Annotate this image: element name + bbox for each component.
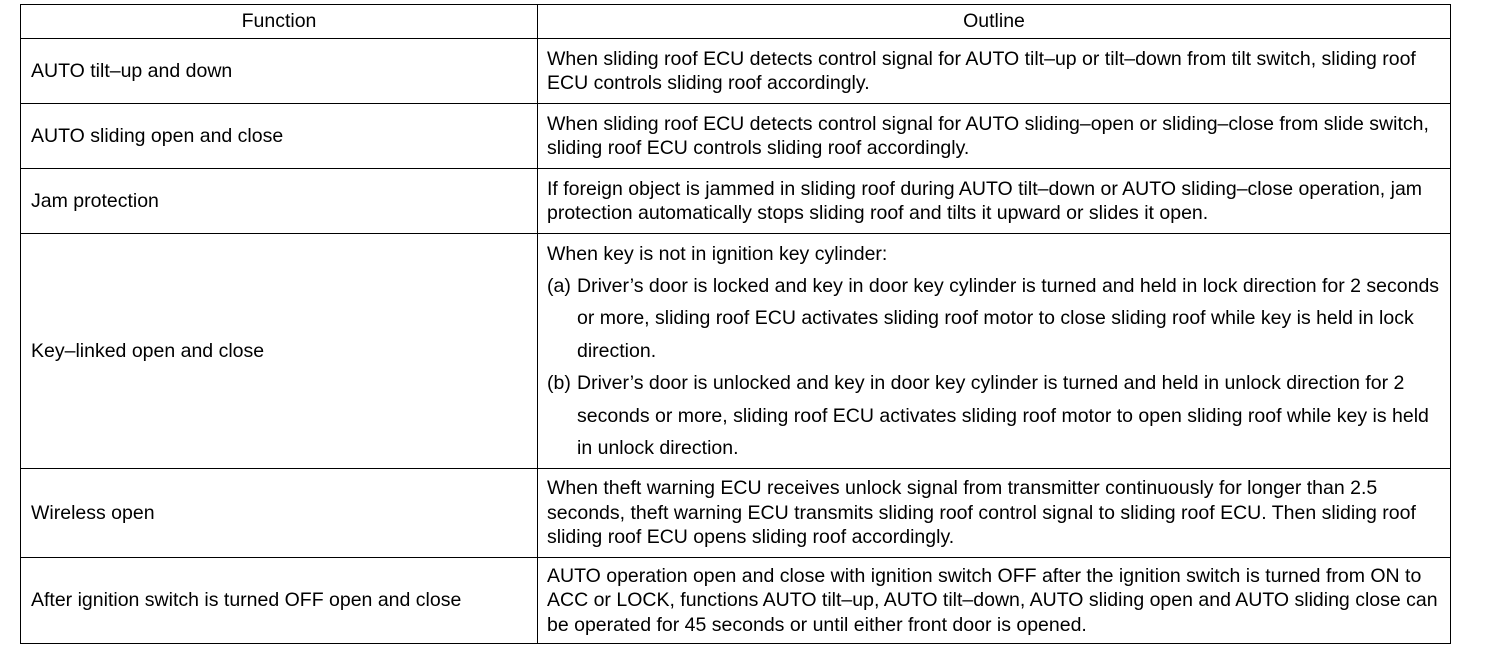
list-item-text: Driver’s door is unlocked and key in door key cylinder is turned and held in unlock direction for 2 seconds or more, sliding roof ECU activates sliding roof motor to open sliding roof while key is held in unlock direction. bbox=[577, 372, 1429, 459]
function-cell: Jam protection bbox=[21, 169, 538, 234]
table-row bbox=[21, 468, 1451, 557]
outline-intro: When key is not in ignition key cylinder: bbox=[547, 242, 888, 265]
list-marker: (a) bbox=[547, 274, 571, 297]
list-marker: (b) bbox=[547, 372, 571, 394]
outline-cell: If foreign object is jammed in sliding roof during AUTO tilt–down or AUTO sliding–close operation, jam protection automatically stops sliding roof and tilts it upward or slides it open. bbox=[538, 169, 1451, 234]
function-cell: AUTO sliding open and close bbox=[21, 104, 538, 169]
function-cell: After ignition switch is turned OFF open and close bbox=[21, 557, 538, 643]
outline-cell: AUTO operation open and close with ignition switch OFF after the ignition switch is turned from ON to ACC or LOCK, functions AUTO tilt–up, AUTO tilt–down, AUTO sliding open and AUTO sliding close can be operated for 45 seconds or until either front door is opened. bbox=[538, 557, 1451, 643]
function-cell: Key–linked open and close bbox=[21, 234, 538, 468]
table-row bbox=[21, 557, 1451, 643]
header-outline: Outline bbox=[538, 5, 1451, 39]
list-item bbox=[547, 367, 1442, 465]
header-function: Function bbox=[21, 5, 538, 39]
table-row bbox=[21, 234, 1451, 468]
list-item-text: Driver’s door is locked and key in door key cylinder is turned and held in lock direction for 2 seconds or more, sliding roof ECU activates sliding roof motor to close sliding roof while key is held in lock direction. bbox=[577, 274, 1440, 362]
outline-cell: When sliding roof ECU detects control signal for AUTO sliding–open or sliding–close from slide switch, sliding roof ECU controls sliding roof accordingly. bbox=[538, 104, 1451, 169]
function-outline-table bbox=[20, 4, 1451, 644]
table-row bbox=[21, 39, 1451, 104]
function-cell: Wireless open bbox=[21, 468, 538, 557]
outline-cell: When theft warning ECU receives unlock signal from transmitter continuously for longer than 2.5 seconds, theft warning ECU transmits sliding roof control signal to sliding roof ECU. Then sliding roof sliding roof ECU opens sliding roof accordingly. bbox=[538, 468, 1451, 557]
function-cell: AUTO tilt–up and down bbox=[21, 39, 538, 104]
outline-cell bbox=[538, 234, 1451, 468]
table-row bbox=[21, 169, 1451, 234]
table-row bbox=[21, 104, 1451, 169]
outline-cell: When sliding roof ECU detects control signal for AUTO tilt–up or tilt–down from tilt switch, sliding roof ECU controls sliding roof accordingly. bbox=[538, 39, 1451, 104]
header-row bbox=[21, 5, 1451, 39]
list-item bbox=[547, 270, 1442, 368]
